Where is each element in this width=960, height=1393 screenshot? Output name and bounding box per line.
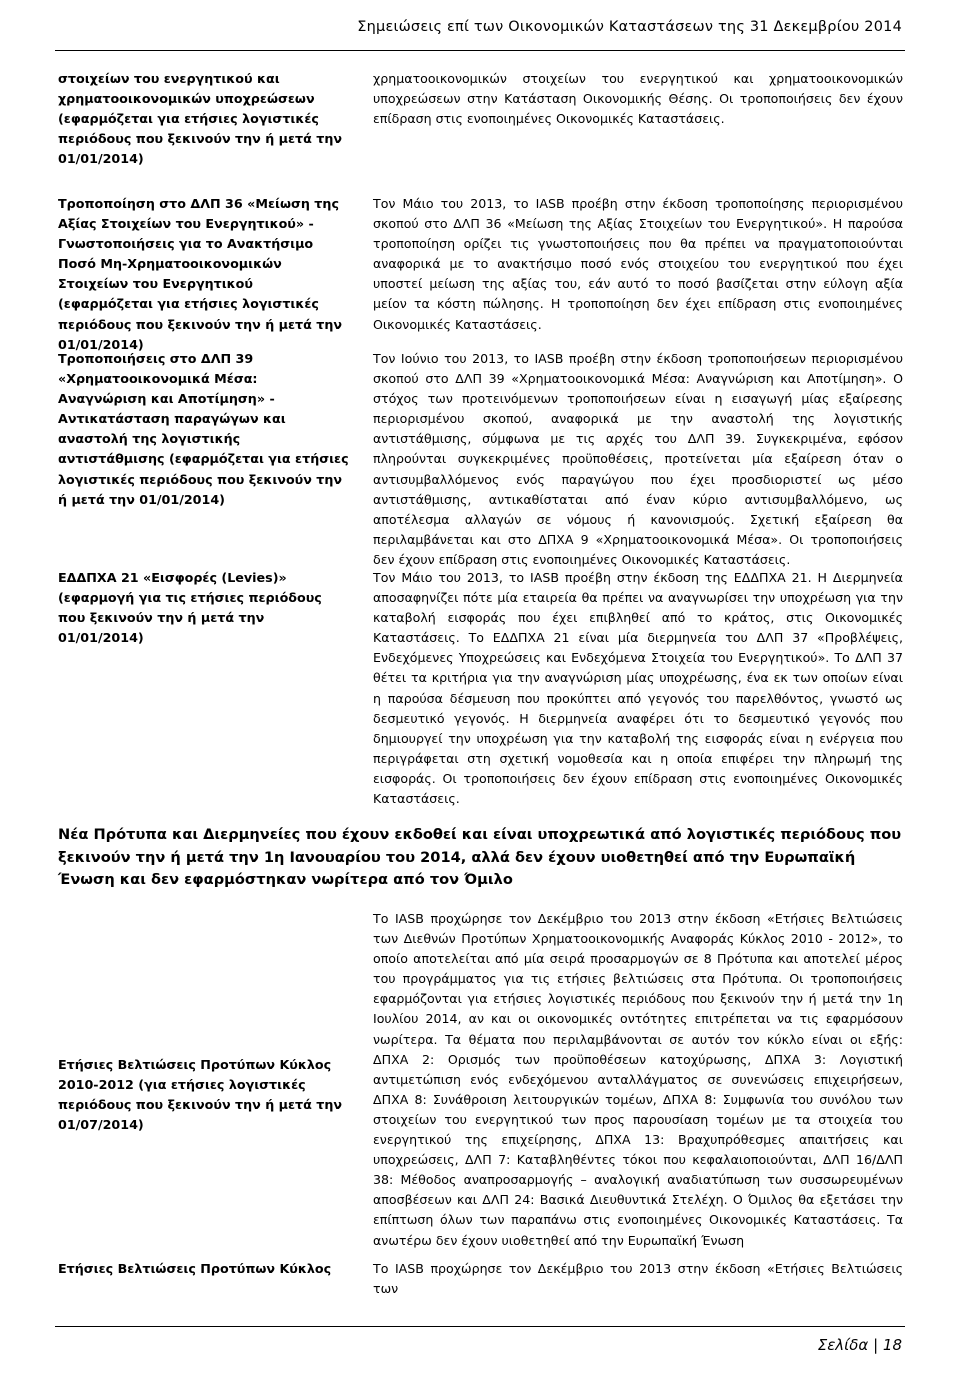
row-6-text: Το IASB προχώρησε τον Δεκέμβριο του 2013 στην έκδοση «Ετήσιες Βελτιώσεις των — [373, 1261, 903, 1297]
row-2-text: Τον Μάιο του 2013, το IASB προέβη στην έκδοση τροποποίησης περιορισμένου σκοπού στο ΔΛΠ 36 «Μείωση της Αξίας Στοιχείων του Ενεργητικού». Η παρούσα τροποποίηση ορίζει τις γνωστοποιήσεις που θα πρέπει να πραγματοποιούνται αναφορικά με το ανακτήσιμο ποσό ενός στοιχείου του ενεργητικού που έχει υποστεί μείωση της αξίας του, εάν αυτό το ποσό βασίζεται στην εύλογη αξία μείον τα κόστη πώλησης. Η τροποποίηση δεν έχει επίδραση στις ενοποιημένες Οικονομικές Καταστάσεις. — [373, 196, 903, 332]
row-4-text: Τον Μάιο του 2013, το IASB προέβη στην έκδοση της ΕΔΔΠΧΑ 21. Η Διερμηνεία αποσαφηνίζει πότε μία εταιρεία θα πρέπει να αναγνωρίσει την υποχρέωση για την καταβολή εισφοράς που έχει επιβληθεί από το κράτος, στις Οικονομικές Καταστάσεις. Το ΕΔΔΠΧΑ 21 είναι μία διερμηνεία του ΔΛΠ 37 «Προβλέψεις, Ενδεχόμενες Υποχρεώσεις και Ενδεχόμενα Στοιχεία του Ενεργητικού». Το ΔΛΠ 37 θέτει τα κριτήρια για την αναγνώριση μίας υποχρέωσης, ένα εκ των οποίων είναι η παρούσα δέσμευση που προκύπτει από γεγονός του παρελθόντος, γνωστό ως δεσμευτικό γεγονός. Η διερμηνεία αναφέρει ότι το δεσμευτικό γεγονός που δημιουργεί την υποχρέωση για την καταβολή της εισφοράς είναι η ενέργεια που περιγράφεται στη σχετική νομοθεσία και η οποία επιφέρει την πληρωμή της εισφοράς. Οι τροποποιήσεις δεν έχουν επίδραση στις ενοποιημένες Οικονομικές Καταστάσεις. — [373, 570, 903, 807]
footer-rule — [55, 1326, 905, 1327]
row-3-title: Τροποποιήσεις στο ΔΛΠ 39 «Χρηματοοικονομικά Μέσα: Αναγνώριση και Αποτίμηση» - Αντικατάσταση παραγώγων και αναστολή της λογιστικής αντιστάθμισης (εφαρμόζεται για ετήσιες λογιστικές περιόδους που ξεκινούν την ή μετά την 01/01/2014) — [58, 351, 349, 507]
page-number: Σελίδα | 18 — [817, 1336, 902, 1354]
section-heading: Νέα Πρότυπα και Διερμηνείες που έχουν εκδοθεί και είναι υποχρεωτικά από λογιστικές περιόδους που ξεκινούν την ή μετά την 1η Ιανουαρίου του 2014, αλλά δεν έχουν υιοθετηθεί από την Ευρωπαϊκή Ένωση και δεν εφαρμόστηκαν νωρίτερα από τον Όμιλο — [58, 826, 902, 889]
header-title: Σημειώσεις επί των Οικονομικών Καταστάσεων της 31 Δεκεμβρίου 2014 — [357, 19, 902, 35]
row-5-title: Ετήσιες Βελτιώσεις Προτύπων Κύκλος 2010-2012 (για ετήσιες λογιστικές περιόδους που ξεκινούν την ή μετά την 01/07/2014) — [58, 1057, 343, 1133]
row-2-title: Τροποποίηση στο ΔΛΠ 36 «Μείωση της Αξίας Στοιχείων του Ενεργητικού» - Γνωστοποιήσεις για το Ανακτήσιμο Ποσό Μη-Χρηματοοικονομικών Στοιχείων του Ενεργητικού (εφαρμόζεται για ετήσιες λογιστικές περιόδους που ξεκινούν την ή μετά την 01/01/2014) — [58, 196, 343, 352]
row-3-text: Τον Ιούνιο του 2013, το IASB προέβη στην έκδοση τροποποιήσεων περιορισμένου σκοπού στο ΔΛΠ 39 «Χρηματοοικονομικά Μέσα: Αναγνώριση και Αποτίμηση». Ο στόχος των προτεινόμενων τροποποιήσεων είναι η εισαγωγή μίας εξαίρεσης περιορισμένου σκοπού, αναφορικά με την αναστολή της λογιστικής αντιστάθμισης, σύμφωνα με τις αρχές του ΔΛΠ 39. Συγκεκριμένα, εφόσον πληρούνται συγκεκριμένες προϋποθέσεις, προτείνεται μία εξαίρεση όταν ο αντισυμβαλλόμενος ενός παραγώγου που έχει προσδιοριστεί ως μέσο αντιστάθμισης, αντικαθίσταται από έναν κύριο αντισυμβαλλόμενο, ως αποτέλεσμα αλλαγών σε νόμους ή κανονισμούς. Σχετική εξαίρεση θα περιλαμβάνεται και στο ΔΠΧΑ 9 «Χρηματοοικονομικά Μέσα». Οι τροποποιήσεις δεν έχουν επίδραση στις ενοποιημένες Οικονομικές Καταστάσεις. — [373, 351, 903, 567]
header-rule — [55, 50, 905, 51]
row-6-title: Ετήσιες Βελτιώσεις Προτύπων Κύκλος — [58, 1261, 332, 1276]
row-1-title: στοιχείων του ενεργητικού και χρηματοοικονομικών υποχρεώσεων (εφαρμόζεται για ετήσιες λογιστικές περιόδους που ξεκινούν την ή μετά την 01/01/2014) — [58, 71, 343, 167]
row-5-text: Το IASB προχώρησε τον Δεκέμβριο του 2013 στην έκδοση «Ετήσιες Βελτιώσεις των Διεθνών Προτύπων Χρηματοοικονομικής Αναφοράς Κύκλος 2010 - 2012», το οποίο αποτελείται από μία σειρά προσαρμογών σε 8 Πρότυπα και αποτελεί μέρος του προγράμματος για τις ετήσιες βελτιώσεις στα Πρότυπα. Οι τροποποιήσεις εφαρμόζονται για ετήσιες λογιστικές περιόδους που ξεκινούν την ή μετά την 1η Ιουλίου 2014, αν και οι οικονομικές οντότητες επιτρέπεται να τις εφαρμόσουν νωρίτερα. Τα θέματα που περιλαμβάνονται σε αυτόν τον κύκλο είναι οι εξής: ΔΠΧΑ 2: Ορισμός των προϋποθέσεων κατοχύρωσης, ΔΠΧΑ 3: Λογιστική αντιμετώπιση ενός ενδεχόμενου ανταλλάγματος σε συνενώσεις επιχειρήσεων, ΔΠΧΑ 8: Συνάθροιση λειτουργικών τομέων, ΔΠΧΑ 8: Συμφωνία του συνόλου των στοιχείων του ενεργητικού των προς παρουσίαση τομέων με τα στοιχεία του ενεργητικού της επιχείρησης, ΔΠΧΑ 13: Βραχυπρόθεσμες απαιτήσεις και υποχρεώσεις, ΔΛΠ 7: Καταβληθέντες τόκοι που κεφαλαιοποιούνται, ΔΛΠ 16/ΔΛΠ 38: Μέθοδος αναπροσαρμογής – αναλογική αναδιατύπωση των συσσωρευμένων αποσβέσεων και ΔΛΠ 24: Βασικά Διευθυντικά Στελέχη. Ο Όμιλος θα εξετάσει την επίπτωση όλων των παραπάνω στις ενοποιημένες Οικονομικές Καταστάσεις. Τα ανωτέρω δεν έχουν υιοθετηθεί από την Ευρωπαϊκή Ένωση — [373, 911, 903, 1248]
row-1-text: χρηματοοικονομικών στοιχείων του ενεργητικού και χρηματοοικονομικών υποχρεώσεων στην Κατάσταση Οικονομικής Θέσης. Οι τροποποιήσεις δεν έχουν επίδραση στις ενοποιημένες Οικονομικές Καταστάσεις. — [373, 71, 903, 127]
page-header — [357, 19, 902, 35]
row-4-title: ΕΔΔΠΧΑ 21 «Εισφορές (Levies)» (εφαρμογή για τις ετήσιες περιόδους που ξεκινούν την ή μετά την 01/01/2014) — [58, 570, 322, 646]
